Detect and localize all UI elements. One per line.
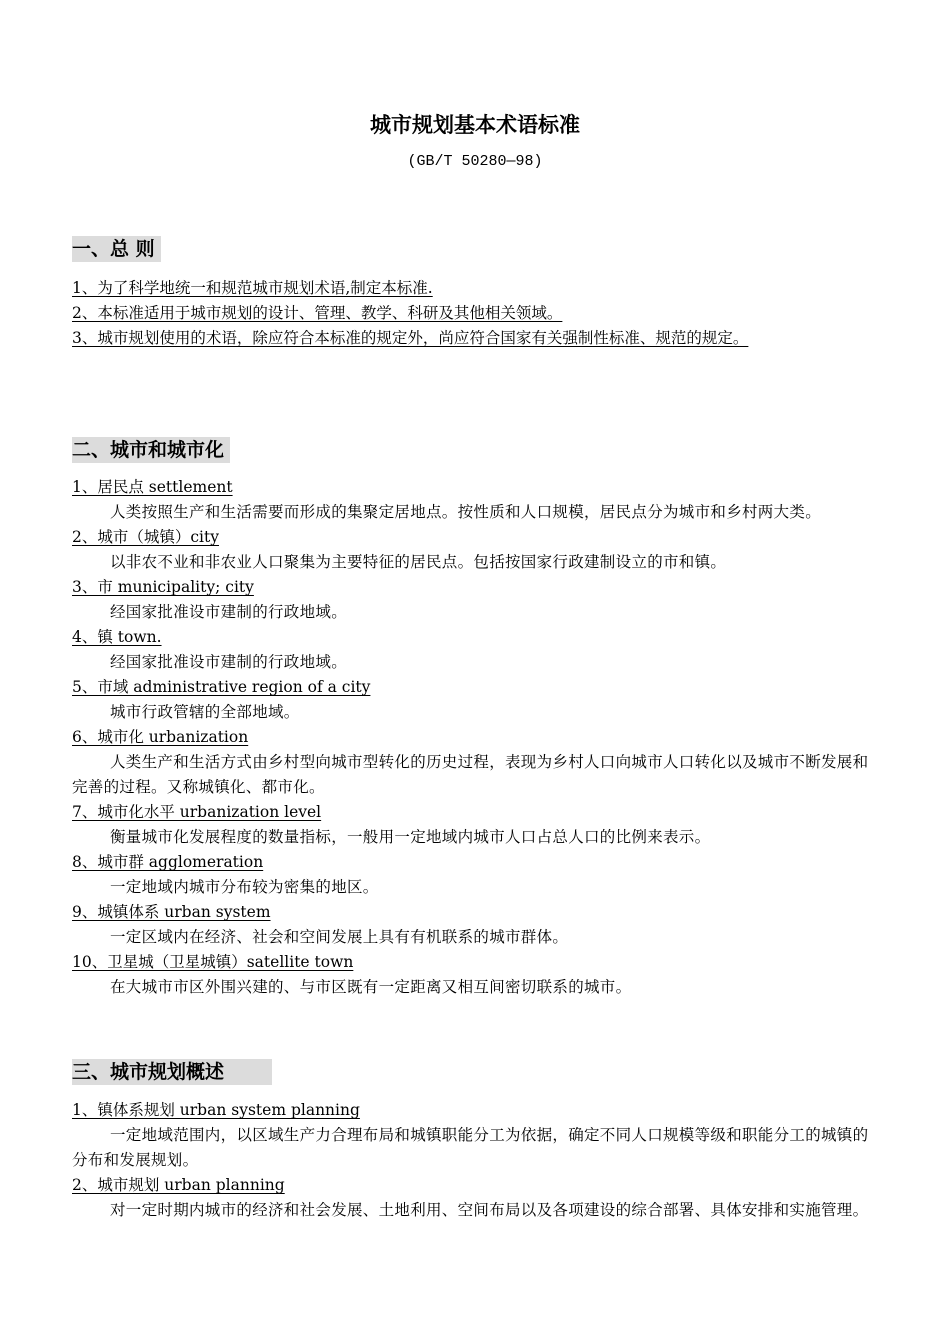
term-label: 2、城市规划 urban planning [72, 1176, 285, 1194]
term-entry [72, 800, 878, 850]
term-entry [72, 525, 878, 575]
document-title: 城市规划基本术语标准 [370, 113, 580, 137]
term-entry [72, 575, 878, 625]
term-definition: 人类生产和生活方式由乡村型向城市型转化的历史过程，表现为乡村人口向城市人口转化以及城市不断发展和完善的过程。又称城镇化、都市化。 [72, 753, 869, 796]
section-heading-general: 一、总 则 [72, 236, 161, 262]
document-code: (GB/T 50280—98) [407, 153, 543, 170]
section-heading-urbanization: 二、城市和城市化 [72, 437, 230, 463]
term-label: 2、城市（城镇）city [72, 528, 219, 546]
term-label: 5、市域 administrative region of a city [72, 678, 371, 696]
term-definition: 经国家批准设市建制的行政地域。 [110, 603, 348, 621]
term-definition: 一定地域内城市分布较为密集的地区。 [110, 878, 379, 896]
term-label: 1、居民点 settlement [72, 478, 233, 496]
term-label: 1、镇体系规划 urban system planning [72, 1101, 360, 1119]
clause-item: 2、本标准适用于城市规划的设计、管理、教学、科研及其他相关领域。 [72, 304, 563, 322]
term-definition: 对一定时期内城市的经济和社会发展、土地利用、空间布局以及各项建设的综合部署、具体安排和实施管理。 [110, 1201, 869, 1219]
term-entry [72, 1173, 878, 1223]
section-heading-planning-overview: 三、城市规划概述 [72, 1059, 272, 1085]
term-entry [72, 725, 878, 800]
section-planning-body [72, 1098, 878, 1223]
term-definition: 一定地域范围内，以区域生产力合理布局和城镇职能分工为依据，确定不同人口规模等级和职能分工的城镇的分布和发展规划。 [72, 1126, 869, 1169]
term-definition: 人类按照生产和生活需要而形成的集聚定居地点。按性质和人口规模，居民点分为城市和乡村两大类。 [110, 503, 822, 521]
section-urbanization-body [72, 475, 878, 1000]
term-label: 6、城市化 urbanization [72, 728, 249, 746]
term-entry [72, 625, 878, 675]
term-entry [72, 950, 878, 1000]
term-label: 3、市 municipality; city [72, 578, 254, 596]
term-label: 4、镇 town. [72, 628, 162, 646]
term-definition: 一定区域内在经济、社会和空间发展上具有有机联系的城市群体。 [110, 928, 569, 946]
term-definition: 经国家批准设市建制的行政地域。 [110, 653, 348, 671]
clause-item: 1、为了科学地统一和规范城市规划术语,制定本标准. [72, 279, 433, 297]
term-entry [72, 1098, 878, 1173]
term-definition: 在大城市市区外围兴建的、与市区既有一定距离又相互间密切联系的城市。 [110, 978, 632, 996]
term-entry [72, 850, 878, 900]
term-label: 7、城市化水平 urbanization level [72, 803, 322, 821]
term-entry [72, 900, 878, 950]
clause-item: 3、城市规划使用的术语，除应符合本标准的规定外，尚应符合国家有关强制性标准、规范的规定。 [72, 329, 749, 347]
term-label: 9、城镇体系 urban system [72, 903, 271, 921]
term-definition: 以非农不业和非农业人口聚集为主要特征的居民点。包括按国家行政建制设立的市和镇。 [110, 553, 727, 571]
term-entry [72, 475, 878, 525]
section-general-body [72, 276, 878, 351]
term-label: 8、城市群 agglomeration [72, 853, 264, 871]
term-definition: 城市行政管辖的全部地域。 [110, 703, 300, 721]
term-definition: 衡量城市化发展程度的数量指标，一般用一定地域内城市人口占总人口的比例来表示。 [110, 828, 711, 846]
term-entry [72, 675, 878, 725]
term-label: 10、卫星城（卫星城镇）satellite town [72, 953, 354, 971]
